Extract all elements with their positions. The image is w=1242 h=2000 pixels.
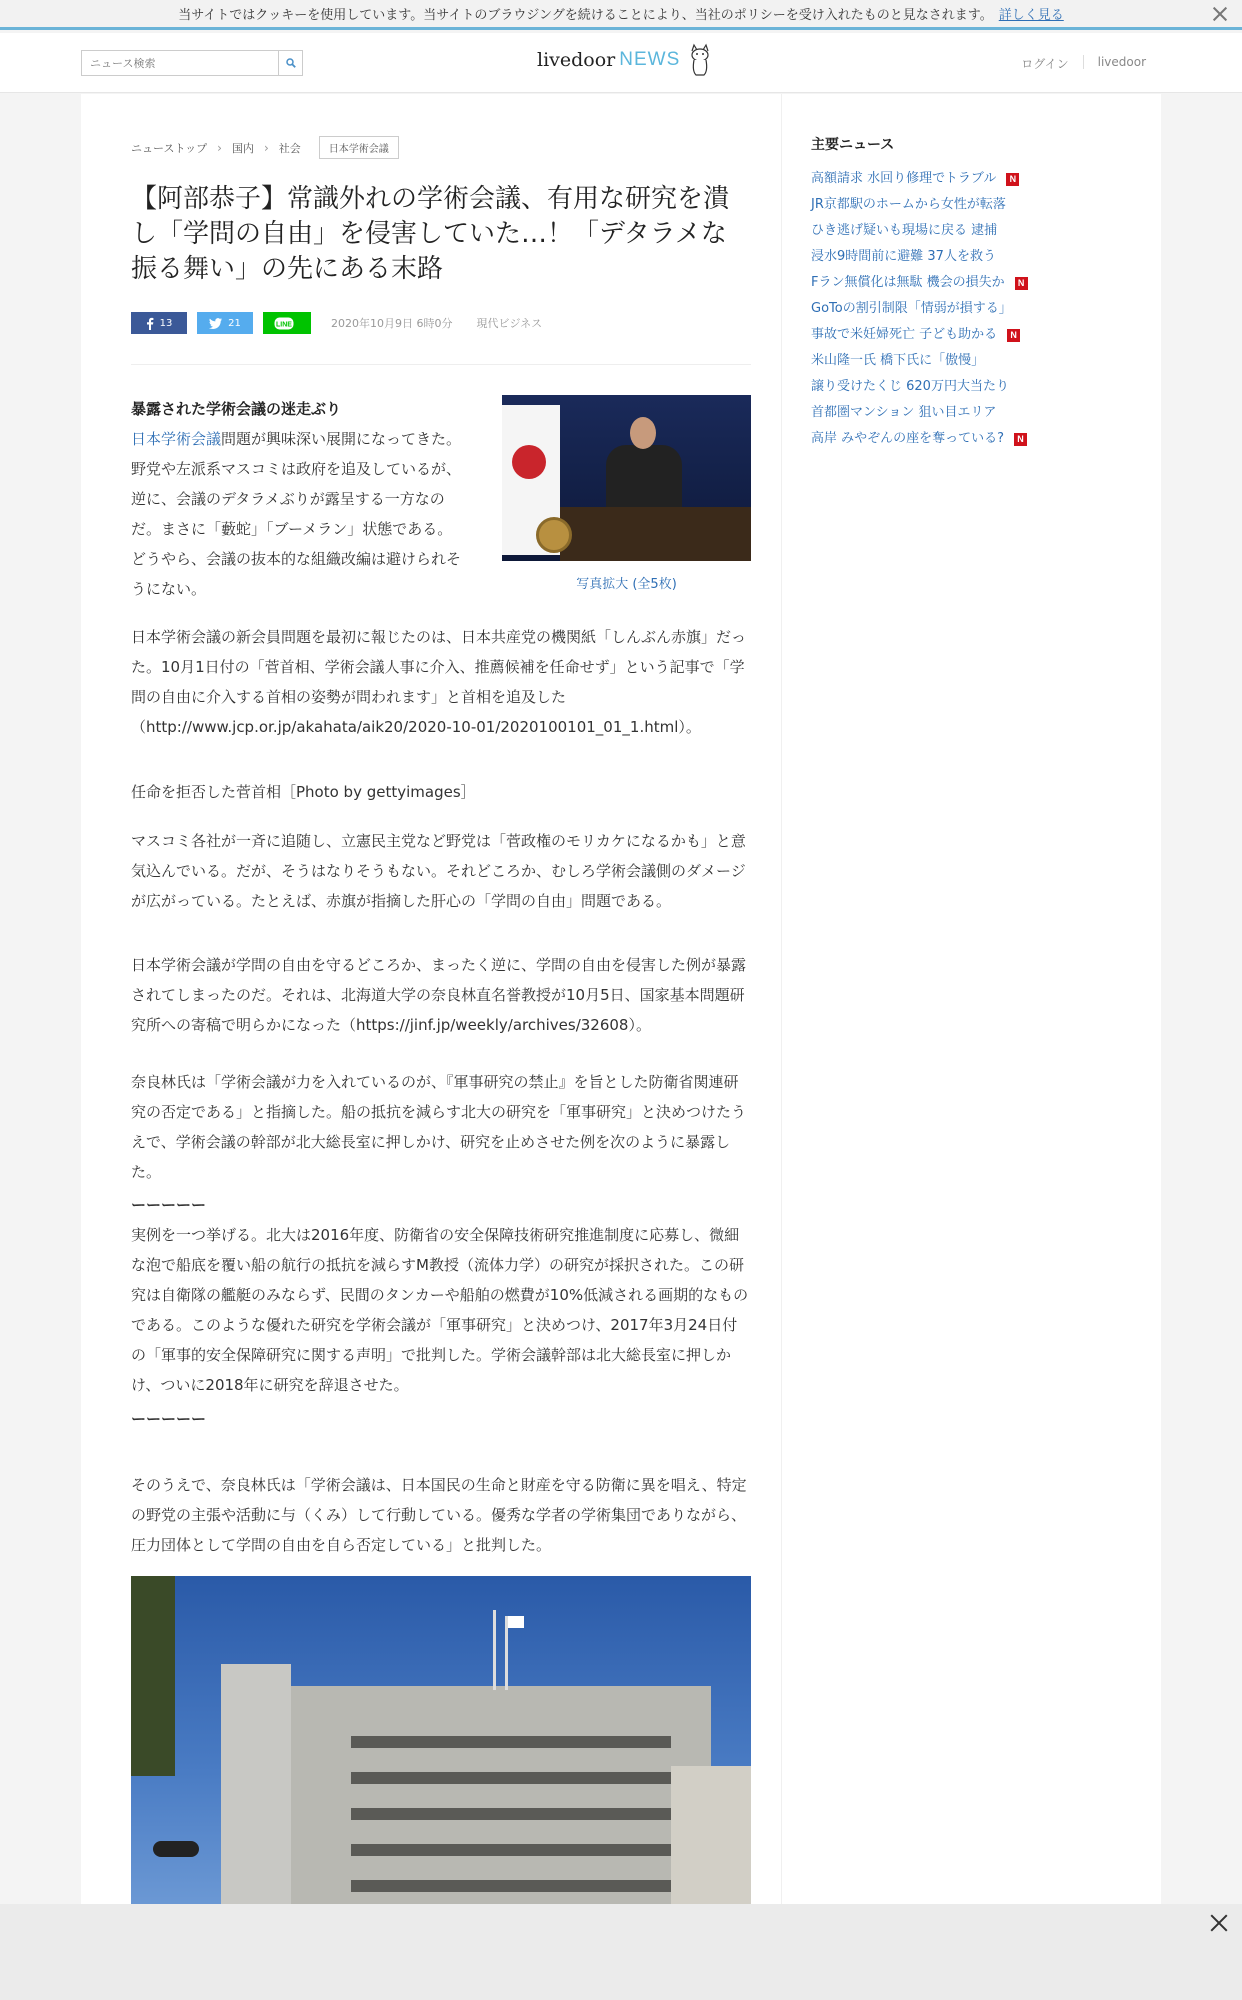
- list-item[interactable]: [811, 374, 1111, 400]
- article-title: 【阿部恭子】常識外れの学術会議、有用な研究を潰し「学問の自由」を侵害していた…！「デタラメな振る舞い」の先にある末路: [131, 184, 730, 284]
- list-item[interactable]: [811, 218, 1111, 244]
- line-share-button[interactable]: [263, 312, 311, 334]
- list-item[interactable]: [811, 400, 1111, 426]
- photo-seal: [536, 517, 572, 553]
- svg-text:LINE: LINE: [276, 321, 292, 328]
- photo-flag: [508, 1616, 524, 1628]
- site-header: [0, 33, 1242, 93]
- facebook-icon: [146, 317, 154, 330]
- search-box: [81, 50, 303, 76]
- list-item[interactable]: [811, 270, 1111, 296]
- line-icon: [274, 317, 294, 330]
- breadcrumb-society[interactable]: 社会: [278, 141, 301, 155]
- news-link[interactable]: 米山隆一氏 橋下氏に「傲慢」: [811, 353, 985, 368]
- topic-link[interactable]: 日本学術会議: [131, 430, 222, 448]
- new-badge: N: [1006, 173, 1019, 186]
- photo-flagpole: [493, 1610, 496, 1690]
- new-badge: N: [1007, 329, 1020, 342]
- photo-window-row: [351, 1772, 671, 1784]
- breadcrumb: [131, 136, 399, 159]
- photo-person-head: [630, 417, 656, 449]
- topic-tag[interactable]: 日本学術会議: [319, 136, 399, 159]
- photo-window-row: [351, 1736, 671, 1748]
- meta-divider: [131, 364, 751, 365]
- facebook-share-button[interactable]: [131, 312, 187, 334]
- twitter-share-button[interactable]: [197, 312, 253, 334]
- list-item[interactable]: [811, 244, 1111, 270]
- paragraph-1: 日本学術会議の新会員問題を最初に報じたのは、日本共産党の機関紙「しんぶん赤旗」だった。10月1日付の「菅首相、学術会議人事に介入、推薦候補を任命せず」という記事で「学問の自由に介入する首相の姿勢が問われます」と首相を追及した（http://www.jcp.or.jp/akahata/aik20/2020-10-01/2020100101_01_1.html）。: [131, 628, 747, 736]
- publish-date: 2020年10月9日 6時0分: [331, 317, 453, 330]
- photo-tower: [221, 1664, 291, 1904]
- photo-traffic-light: [153, 1841, 199, 1857]
- news-link[interactable]: ひき逃げ疑いも現場に戻る 逮捕: [811, 223, 998, 238]
- photo-note: 任命を拒否した菅首相［Photo by gettyimages］: [131, 783, 476, 801]
- logo-livedoor: livedoor: [537, 49, 616, 71]
- top-news-list: [811, 166, 1111, 452]
- photo-tree: [131, 1576, 175, 1776]
- article-photo[interactable]: [502, 395, 751, 592]
- paragraph-5: 奈良林氏は「学術会議が力を入れているのが、『軍事研究の禁止』を旨とした防衛省関連研究の否定である」と指摘した。船の抵抗を減らす北大の研究を「軍事研究」と決めつけたうえで、学術会議の幹部が北大総長室に押しかけ、研究を止めさせた例を次のように暴露した。: [131, 1073, 747, 1181]
- quote-paragraph: 実例を一つ挙げる。北大は2016年度、防衛省の安全保障技術研究推進制度に応募し、微細な泡で船底を覆い船の航行の抵抗を減らすM教授（流体力学）の研究が採択された。この研究は自衛隊の艦艇のみならず、民間のタンカーや船舶の燃費が10%低減される画期的なものである。このような優れた研究を学術会議が「軍事研究」と決めつけ、2017年3月24日付の「軍事的安全保障研究に関する声明」で批判した。学術会議幹部は北大総長室に押しかけ、ついに2018年に研究を辞退させた。: [131, 1226, 749, 1394]
- list-item[interactable]: [811, 296, 1111, 322]
- close-icon[interactable]: [1208, 1912, 1230, 1934]
- main-content: [81, 94, 1161, 1904]
- site-logo[interactable]: [537, 43, 712, 77]
- news-link[interactable]: JR京都駅のホームから女性が転落: [811, 197, 1006, 212]
- photo-podium: [560, 507, 751, 561]
- cookie-text: 当サイトではクッキーを使用しています。当サイトのブラウジングを続けることにより、当社のポリシーを受け入れたものと見なされます。: [178, 8, 993, 23]
- chevron-right-icon: ›: [263, 140, 269, 155]
- list-item[interactable]: [811, 426, 1111, 452]
- news-link[interactable]: 高岸 みやぞんの座を奪っている?: [811, 431, 1005, 446]
- photo-window-row: [351, 1808, 671, 1820]
- list-item[interactable]: [811, 166, 1111, 192]
- article-meta: [131, 312, 542, 334]
- paragraph-4: 日本学術会議が学問の自由を守るどころか、まったく逆に、学問の自由を侵害した例が暴露されてしまったのだ。それは、北海道大学の奈良林直名誉教授が10月5日、国家基本問題研究所への寄稿で明らかになった（https://jinf.jp/weekly/archives/32608）。: [131, 956, 747, 1034]
- logo-news: NEWS: [619, 49, 681, 70]
- quote-divider-top: ーーーーー: [131, 1196, 207, 1214]
- facebook-count: 13: [159, 317, 173, 329]
- chevron-right-icon: ›: [217, 140, 222, 155]
- news-link[interactable]: 高額請求 水回り修理でトラブル: [811, 171, 997, 186]
- twitter-icon: [209, 318, 222, 329]
- new-badge: N: [1015, 277, 1028, 290]
- cookie-banner: [0, 0, 1242, 30]
- sidebar-title: 主要ニュース: [811, 137, 895, 153]
- article-subheading: 暴露された学術会議の迷走ぶり: [131, 400, 342, 418]
- list-item[interactable]: [811, 192, 1111, 218]
- cookie-more-link[interactable]: 詳しく見る: [998, 8, 1064, 23]
- search-icon: [286, 58, 296, 68]
- sidebar: [811, 134, 1111, 452]
- cookie-close-icon[interactable]: [1210, 4, 1230, 24]
- login-link[interactable]: ログイン: [1021, 57, 1069, 71]
- mascot-dog-icon: [688, 43, 712, 77]
- article-source[interactable]: 現代ビジネス: [476, 317, 543, 330]
- news-link[interactable]: 譲り受けたくじ 620万円大当たり: [811, 379, 1009, 394]
- breadcrumb-domestic[interactable]: 国内: [231, 141, 254, 155]
- new-badge: N: [1014, 433, 1027, 446]
- photo-window-row: [351, 1844, 671, 1856]
- list-item[interactable]: [811, 322, 1111, 348]
- photo-enlarge-link[interactable]: 写真拡大 (全5枚): [576, 577, 677, 592]
- list-item[interactable]: [811, 348, 1111, 374]
- photo-window-row: [351, 1880, 671, 1892]
- search-input[interactable]: [82, 51, 278, 75]
- search-button[interactable]: [278, 51, 302, 75]
- livedoor-link[interactable]: livedoor: [1097, 55, 1146, 69]
- photo-building: [291, 1686, 711, 1904]
- column-divider: [781, 94, 782, 1904]
- breadcrumb-news-top[interactable]: ニューストップ: [131, 141, 208, 155]
- paragraph-3: マスコミ各社が一斉に追随し、立憲民主党など野党は「菅政権のモリカケになるかも」と意気込んでいる。だが、そうはなりそうもない。それどころか、むしろ学術会議側のダメージが広がっている。たとえば、赤旗が指摘した肝心の「学問の自由」問題である。: [131, 832, 746, 910]
- bottom-ad-banner: [0, 1904, 1242, 2000]
- news-link[interactable]: Fラン無償化は無駄 機会の損失か: [811, 275, 1005, 290]
- science-council-building-photo[interactable]: [131, 1576, 751, 1904]
- news-link[interactable]: GoToの割引制限「情弱が損する」: [811, 301, 1012, 316]
- paragraph-7: そのうえで、奈良林氏は「学術会議は、日本国民の生命と財産を守る防衛に異を唱え、特定の野党の主張や活動に与（くみ）して行動している。優秀な学者の学術集団でありながら、圧力団体として学問の自由を自ら否定している」と批判した。: [131, 1476, 747, 1554]
- header-links: [1007, 55, 1160, 72]
- twitter-count: 21: [228, 317, 241, 329]
- news-link[interactable]: 浸水9時間前に避難 37人を救う: [811, 249, 996, 264]
- news-link[interactable]: 首都圏マンション 狙い目エリア: [811, 405, 997, 420]
- lead-paragraph: [131, 424, 467, 604]
- photo-side-building: [671, 1766, 751, 1904]
- news-link[interactable]: 事故で米妊婦死亡 子ども助かる: [811, 327, 998, 342]
- lead-text: 問題が興味深い展開になってきた。野党や左派系マスコミは政府を追及しているが、逆に、会議のデタラメぶりが露呈する一方なのだ。まさに「藪蛇」「ブーメラン」状態である。どうやら、会議の抜本的な組織改編は避けられそうにない。: [131, 430, 462, 598]
- quote-divider-bottom: ーーーーー: [131, 1410, 207, 1428]
- press-conference-photo[interactable]: [502, 395, 751, 561]
